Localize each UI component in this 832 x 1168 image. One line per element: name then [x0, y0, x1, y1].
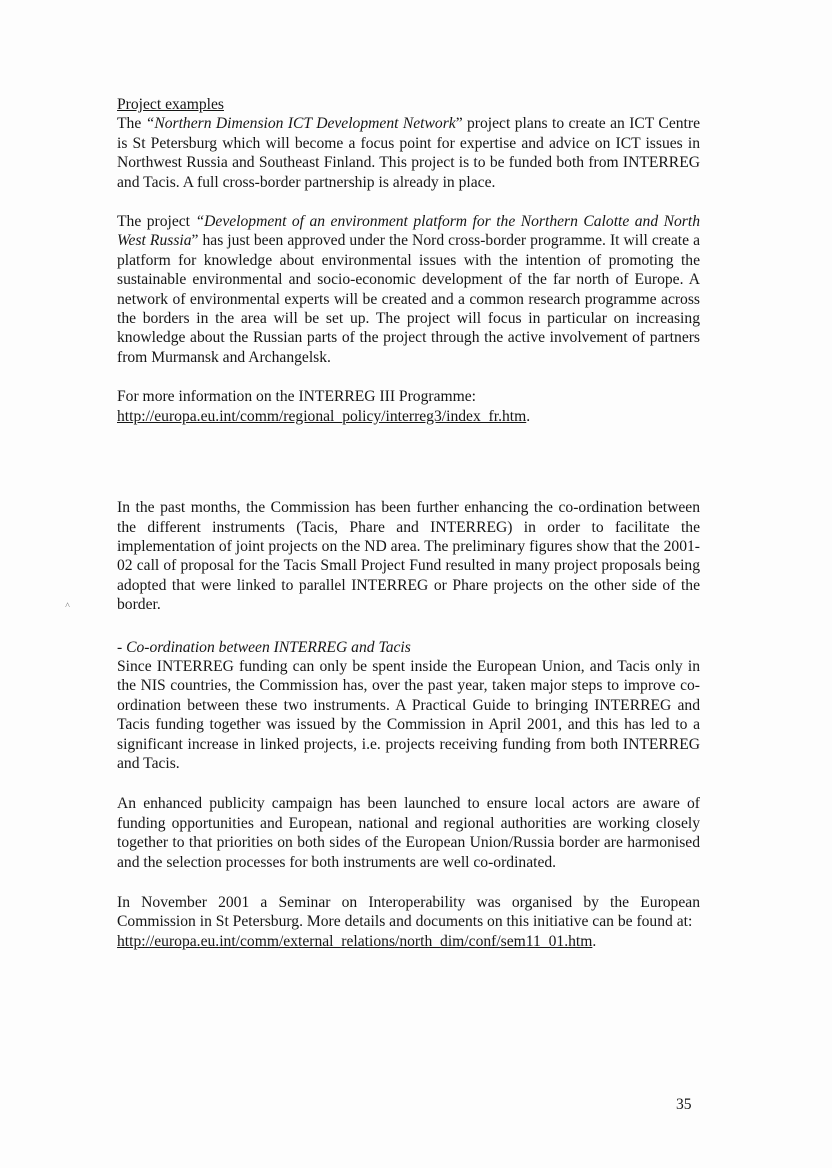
paragraph-seminar: [117, 893, 700, 951]
paragraph-text: ” project plans to create an ICT Centre is St Petersburg which will become a focus point for expertise and advice on ICT issues in Northwest Russia and Southeast Finland. This project is to be funded both from INTERREG and Tacis. A full cross-border partnership is already in place.: [117, 115, 700, 191]
paragraph-text: For more information on the INTERREG III Programme:: [117, 388, 477, 406]
interreg-link[interactable]: http://europa.eu.int/comm/regional_policy/interreg3/index_fr.htm: [117, 407, 527, 425]
scan-speck: ˄: [65, 600, 71, 610]
paragraph-environment-platform: [117, 212, 700, 367]
paragraph-interreg-info: [117, 387, 700, 426]
paragraph-ict-network: [117, 114, 700, 192]
project-title: “Northern Dimension ICT Development Network: [145, 115, 456, 133]
paragraph-text: The project: [117, 213, 196, 231]
paragraph-text: The: [117, 115, 146, 133]
coordination-section: [117, 638, 700, 774]
paragraph-text: ” has just been approved under the Nord cross-border programme. It will create a platform for knowledge about environmental issues with the intention of promoting the sustainable environmental and socio-economic development of the far north of Europe. A network of environmental experts will be created and a common research programme across the borders in the area will be set up. The project will focus in particular on increasing knowledge about the Russian parts of the project through the active involvement of partners from Murmansk and Archangelsk.: [117, 232, 700, 366]
paragraph-publicity: An enhanced publicity campaign has been launched to ensure local actors are aware of funding opportunities and European, national and regional authorities are working closely together to that priorities on both sides of the European Union/Russia border are harmonised and the selection processes for both instruments are well co-ordinated.: [117, 795, 700, 871]
project-title: “Development of an environment platform for the Northern Calotte and North West Russia: [117, 213, 700, 250]
page-number: 35: [676, 1096, 692, 1113]
subheading: - Co-ordination between INTERREG and Tacis: [117, 638, 411, 656]
project-examples-section: [117, 95, 700, 192]
section-heading: Project examples: [117, 96, 224, 113]
paragraph-text: In November 2001 a Seminar on Interoperability was organised by the European Commission in St Petersburg. More details and documents on this initiative can be found at:: [117, 894, 700, 931]
punctuation: .: [592, 932, 597, 950]
seminar-link[interactable]: http://europa.eu.int/comm/external_relations/north_dim/conf/sem11_01.htm: [117, 932, 593, 950]
document-body: [117, 95, 700, 951]
paragraph-interreg-tacis: Since INTERREG funding can only be spent inside the European Union, and Tacis only in the NIS countries, the Commission has, over the past year, taken major steps to improve co-ordination between these two instruments. A Practical Guide to bringing INTERREG and Tacis funding together was issued by the Commission in April 2001, and this has led to a significant increase in linked projects, i.e. projects receiving funding from both INTERREG and Tacis.: [117, 657, 700, 772]
punctuation: .: [526, 407, 531, 425]
paragraph-coordination: In the past months, the Commission has been further enhancing the co-ordination between the different instruments (Tacis, Phare and INTERREG) in order to facilitate the implementation of joint projects on the ND area. The preliminary figures show that the 2001-02 call of proposal for the Tacis Small Project Fund resulted in many project proposals being adopted that were linked to parallel INTERREG or Phare projects on the other side of the border.: [117, 499, 700, 614]
